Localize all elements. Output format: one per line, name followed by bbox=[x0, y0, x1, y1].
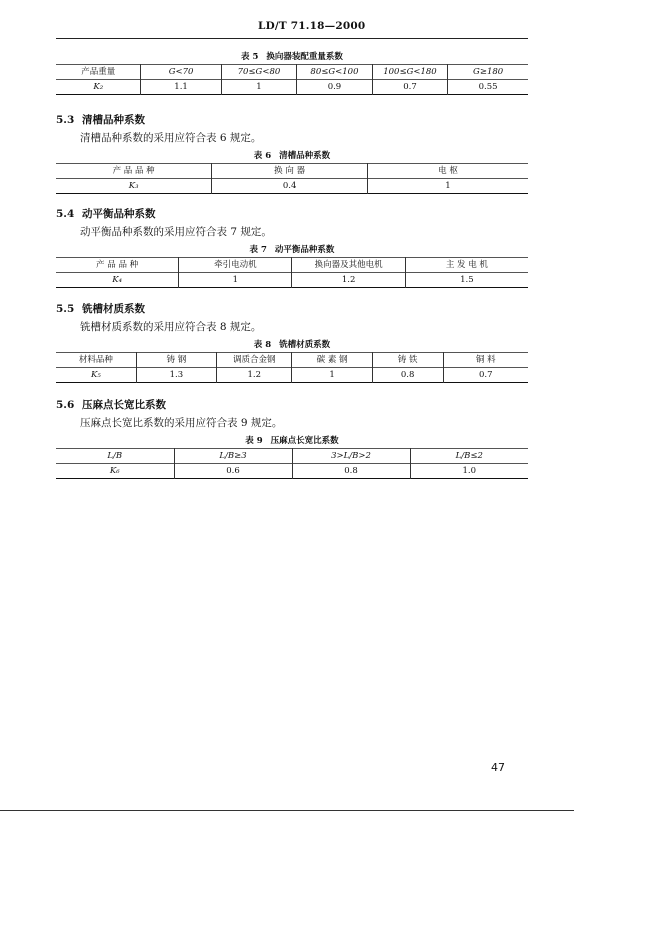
section-5-6-heading bbox=[56, 397, 166, 413]
header-cell: 3>L/B>2 bbox=[292, 449, 410, 464]
value-cell: 1.3 bbox=[136, 368, 216, 383]
table-5-block bbox=[56, 50, 528, 95]
section-number: 5.5 bbox=[56, 303, 75, 315]
value-cell: 1.2 bbox=[292, 273, 405, 288]
table-header-row bbox=[56, 353, 528, 368]
value-cell: 1.5 bbox=[405, 273, 528, 288]
section-5-4-heading bbox=[56, 206, 156, 222]
header-cell: 产 品 品 种 bbox=[56, 164, 212, 179]
table-7-caption-number: 表 7 bbox=[249, 245, 267, 255]
table-9 bbox=[56, 448, 528, 479]
table-8 bbox=[56, 352, 528, 383]
value-cell: 0.6 bbox=[174, 464, 292, 479]
header-cell: 材料品种 bbox=[56, 353, 136, 368]
header-cell: 产品重量 bbox=[56, 65, 141, 80]
table-row bbox=[56, 80, 528, 95]
header-cell: G<70 bbox=[141, 65, 221, 80]
value-cell: 0.9 bbox=[297, 80, 373, 95]
table-header-row bbox=[56, 65, 528, 80]
header-cell: 换向器及其他电机 bbox=[292, 258, 405, 273]
table-9-caption bbox=[56, 434, 528, 448]
table-7-caption-title: 动平衡品种系数 bbox=[274, 245, 335, 255]
value-cell: 1 bbox=[179, 273, 292, 288]
value-cell: 1 bbox=[368, 179, 529, 194]
table-8-caption-number: 表 8 bbox=[253, 340, 272, 350]
table-8-caption bbox=[56, 338, 528, 352]
value-cell: 1 bbox=[292, 368, 372, 383]
value-cell: 1.1 bbox=[141, 80, 221, 95]
table-9-block bbox=[56, 434, 528, 479]
value-cell: 0.7 bbox=[443, 368, 528, 383]
value-cell: 0.7 bbox=[372, 80, 448, 95]
header-cell: 牵引电动机 bbox=[179, 258, 292, 273]
section-number: 5.3 bbox=[56, 114, 75, 126]
table-9-caption-title: 压麻点长宽比系数 bbox=[270, 436, 339, 446]
table-5-caption-number: 表 5 bbox=[241, 52, 259, 62]
section-5-3-heading bbox=[56, 112, 145, 128]
table-header-row bbox=[56, 258, 528, 273]
header-cell: L/B≤2 bbox=[410, 449, 528, 464]
table-9-caption-number: 表 9 bbox=[245, 436, 263, 446]
row-label-cell: K₃ bbox=[56, 179, 212, 194]
section-5-5-heading bbox=[56, 301, 145, 317]
header-cell: 铸 铁 bbox=[372, 353, 443, 368]
table-header-row bbox=[56, 449, 528, 464]
header-cell: L/B bbox=[56, 449, 174, 464]
table-7-block bbox=[56, 243, 528, 288]
section-title: 清槽品种系数 bbox=[82, 114, 145, 126]
header-cell: G≥180 bbox=[448, 65, 528, 80]
header-cell: 70≤G<80 bbox=[221, 65, 297, 80]
table-7-caption bbox=[56, 243, 528, 257]
table-5 bbox=[56, 64, 528, 95]
table-row bbox=[56, 273, 528, 288]
table-row bbox=[56, 179, 528, 194]
table-6-caption-title: 清槽品种系数 bbox=[279, 151, 331, 161]
header-cell: L/B≥3 bbox=[174, 449, 292, 464]
header-cell: 碳 素 钢 bbox=[292, 353, 372, 368]
document-header: LD/T 71.18—2000 bbox=[258, 20, 366, 32]
header-cell: 调质合金钢 bbox=[216, 353, 292, 368]
row-label-cell: K₆ bbox=[56, 464, 174, 479]
table-6-caption bbox=[56, 149, 528, 163]
header-cell: 铸 钢 bbox=[136, 353, 216, 368]
section-number: 5.4 bbox=[56, 208, 75, 220]
section-5-5-body: 铣槽材质系数的采用应符合表 8 规定。 bbox=[80, 321, 262, 333]
value-cell: 1.0 bbox=[410, 464, 528, 479]
table-5-caption-title: 换向器装配重量系数 bbox=[266, 52, 343, 62]
row-label-cell: K₅ bbox=[56, 368, 136, 383]
value-cell: 1.2 bbox=[216, 368, 292, 383]
table-6 bbox=[56, 163, 528, 194]
header-cell: 铜 料 bbox=[443, 353, 528, 368]
header-cell: 主 发 电 机 bbox=[405, 258, 528, 273]
table-8-caption-title: 铣槽材质系数 bbox=[279, 340, 331, 350]
section-5-3-body: 清槽品种系数的采用应符合表 6 规定。 bbox=[80, 132, 262, 144]
table-header-row bbox=[56, 164, 528, 179]
value-cell: 1 bbox=[221, 80, 297, 95]
footer-rule bbox=[0, 810, 574, 811]
table-6-block bbox=[56, 149, 528, 194]
header-cell: 换 向 器 bbox=[212, 164, 368, 179]
row-label-cell: K₄ bbox=[56, 273, 179, 288]
section-title: 动平衡品种系数 bbox=[82, 208, 156, 220]
table-7 bbox=[56, 257, 528, 288]
header-cell: 100≤G<180 bbox=[372, 65, 448, 80]
row-label-cell: K₂ bbox=[56, 80, 141, 95]
section-5-6-body: 压麻点长宽比系数的采用应符合表 9 规定。 bbox=[80, 417, 283, 429]
value-cell: 0.4 bbox=[212, 179, 368, 194]
table-6-caption-number: 表 6 bbox=[253, 151, 272, 161]
value-cell: 0.8 bbox=[292, 464, 410, 479]
header-cell: 电 枢 bbox=[368, 164, 529, 179]
section-title: 压麻点长宽比系数 bbox=[82, 399, 166, 411]
value-cell: 0.8 bbox=[372, 368, 443, 383]
table-5-caption bbox=[56, 50, 528, 64]
section-5-4-body: 动平衡品种系数的采用应符合表 7 规定。 bbox=[80, 226, 272, 238]
table-8-block bbox=[56, 338, 528, 383]
page-number: 47 bbox=[491, 761, 505, 774]
section-number: 5.6 bbox=[56, 399, 75, 411]
table-row bbox=[56, 368, 528, 383]
header-cell: 80≤G<100 bbox=[297, 65, 373, 80]
header-rule bbox=[56, 38, 528, 39]
table-row bbox=[56, 464, 528, 479]
section-title: 铣槽材质系数 bbox=[82, 303, 145, 315]
value-cell: 0.55 bbox=[448, 80, 528, 95]
header-cell: 产 品 品 种 bbox=[56, 258, 179, 273]
